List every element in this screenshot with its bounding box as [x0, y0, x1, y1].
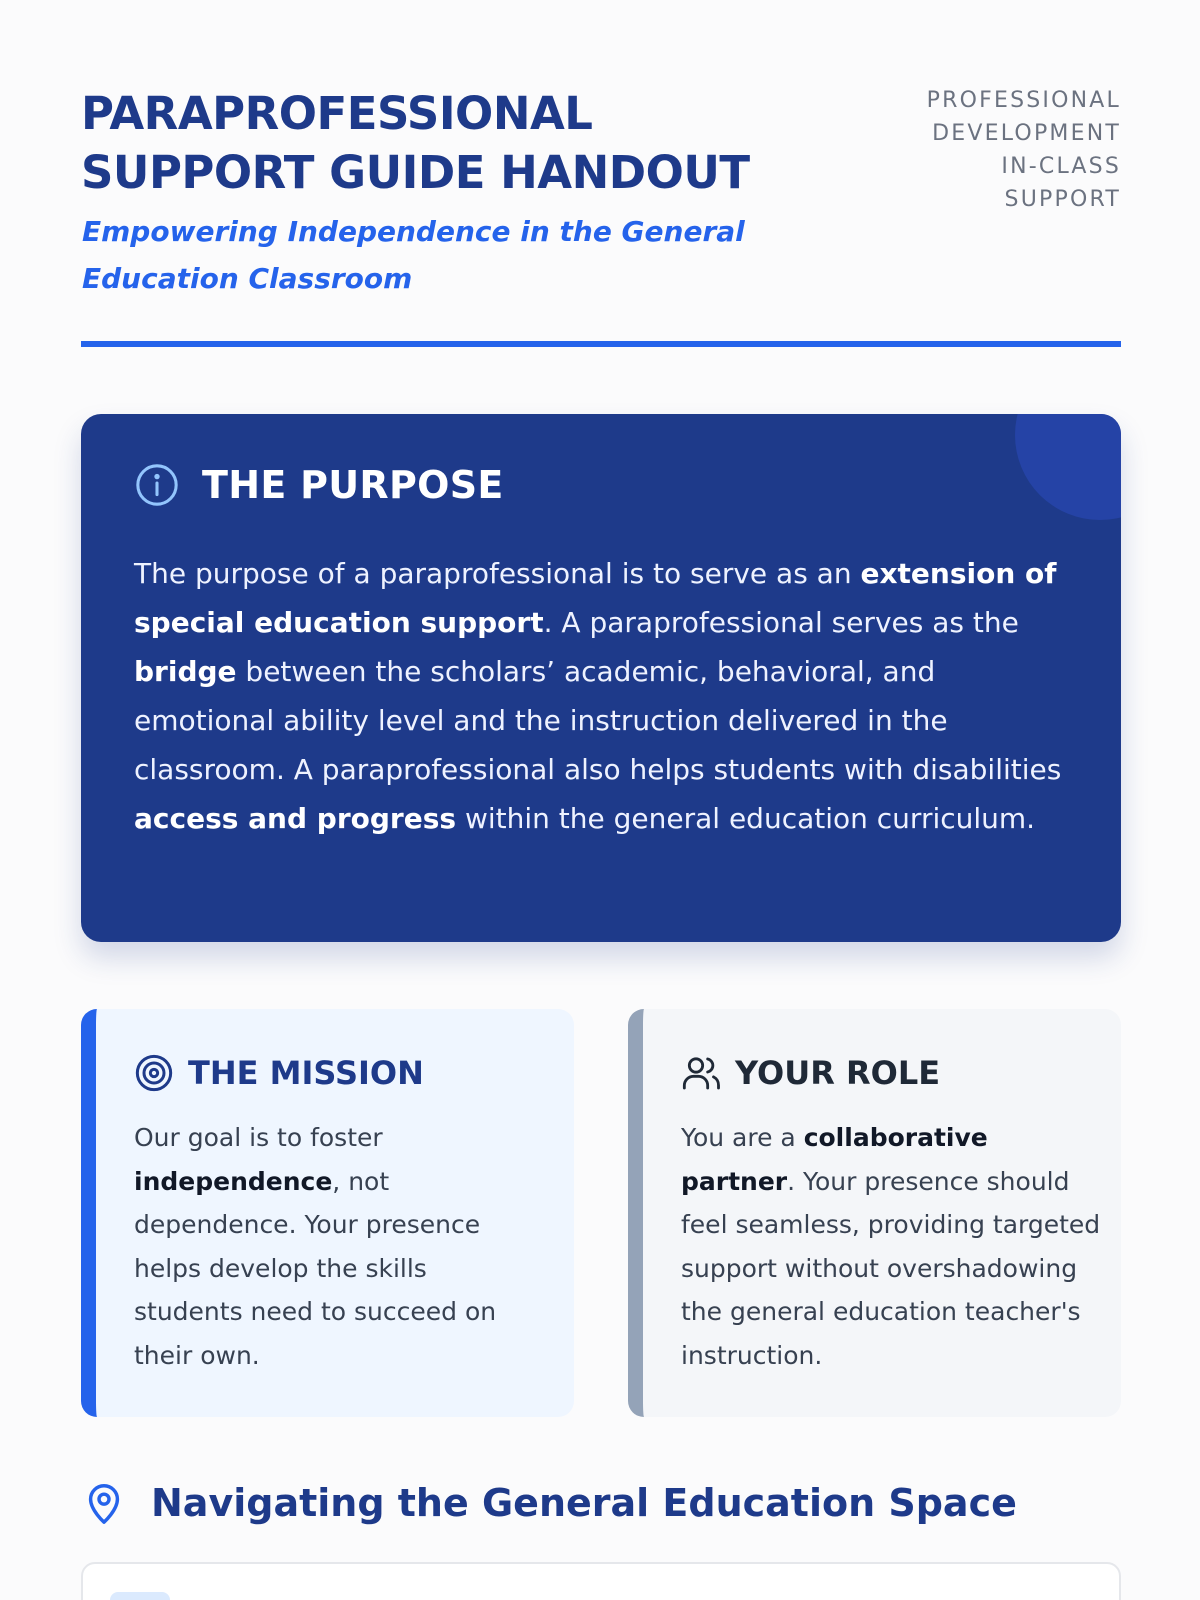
card-badge	[110, 1592, 170, 1600]
header-tags	[927, 84, 1121, 216]
body-text: , not dependence. Your presence helps develop the skills students need to succeed on their own.	[134, 1166, 497, 1370]
purpose-text	[134, 549, 1074, 843]
tag-line: DEVELOPMENT	[932, 121, 1121, 146]
body-text: Our goal is to foster	[134, 1123, 383, 1152]
mission-text	[134, 1116, 534, 1377]
body-text: . Your presence should feel seamless, providing targeted support without overshadowing the general education teacher's instruction.	[681, 1166, 1101, 1370]
purpose-card	[81, 414, 1121, 942]
navigation-card-partial	[81, 1562, 1121, 1600]
emphasis-text: access and progress	[134, 802, 457, 835]
body-text: between the scholars’ academic, behavioral, and emotional ability level and the instruction delivered in the classroom. A paraprofessional also helps students with disabilities	[134, 655, 1062, 786]
role-title: YOUR ROLE	[735, 1054, 941, 1092]
map-pin-icon	[81, 1480, 127, 1526]
info-circle-icon	[134, 462, 180, 508]
body-text: . A paraprofessional serves as the	[543, 606, 1019, 639]
body-text: You are a	[681, 1123, 804, 1152]
body-text: The purpose of a paraprofessional is to serve as an	[134, 557, 861, 590]
section-heading	[81, 1480, 1017, 1526]
header-divider	[81, 341, 1121, 347]
tag-line: PROFESSIONAL	[926, 88, 1121, 113]
mission-card	[81, 1009, 574, 1417]
mission-title: THE MISSION	[188, 1054, 424, 1092]
tag-line: IN-CLASS	[1001, 154, 1121, 179]
emphasis-text: bridge	[134, 655, 237, 688]
users-icon	[681, 1053, 721, 1093]
emphasis-text: independence	[134, 1166, 333, 1196]
title-line-2: SUPPORT GUIDE HANDOUT	[81, 146, 750, 199]
decorative-circle	[1015, 414, 1121, 520]
target-icon	[134, 1053, 174, 1093]
role-card	[628, 1009, 1121, 1417]
role-text	[681, 1116, 1101, 1377]
page-title	[81, 84, 841, 202]
section-title: Navigating the General Education Space	[151, 1481, 1017, 1525]
emphasis-text: extension of special education support	[134, 557, 1057, 639]
tag-line: SUPPORT	[1004, 187, 1121, 212]
mission-header	[134, 1053, 424, 1093]
purpose-title: THE PURPOSE	[202, 463, 504, 507]
title-line-1: PARAPROFESSIONAL	[81, 87, 593, 140]
role-header	[681, 1053, 940, 1093]
emphasis-text: collaborative partner	[681, 1123, 988, 1196]
page-subtitle: Empowering Independence in the General Education Classroom	[82, 215, 745, 295]
purpose-header	[134, 462, 504, 508]
body-text: within the general education curriculum.	[456, 802, 1036, 835]
